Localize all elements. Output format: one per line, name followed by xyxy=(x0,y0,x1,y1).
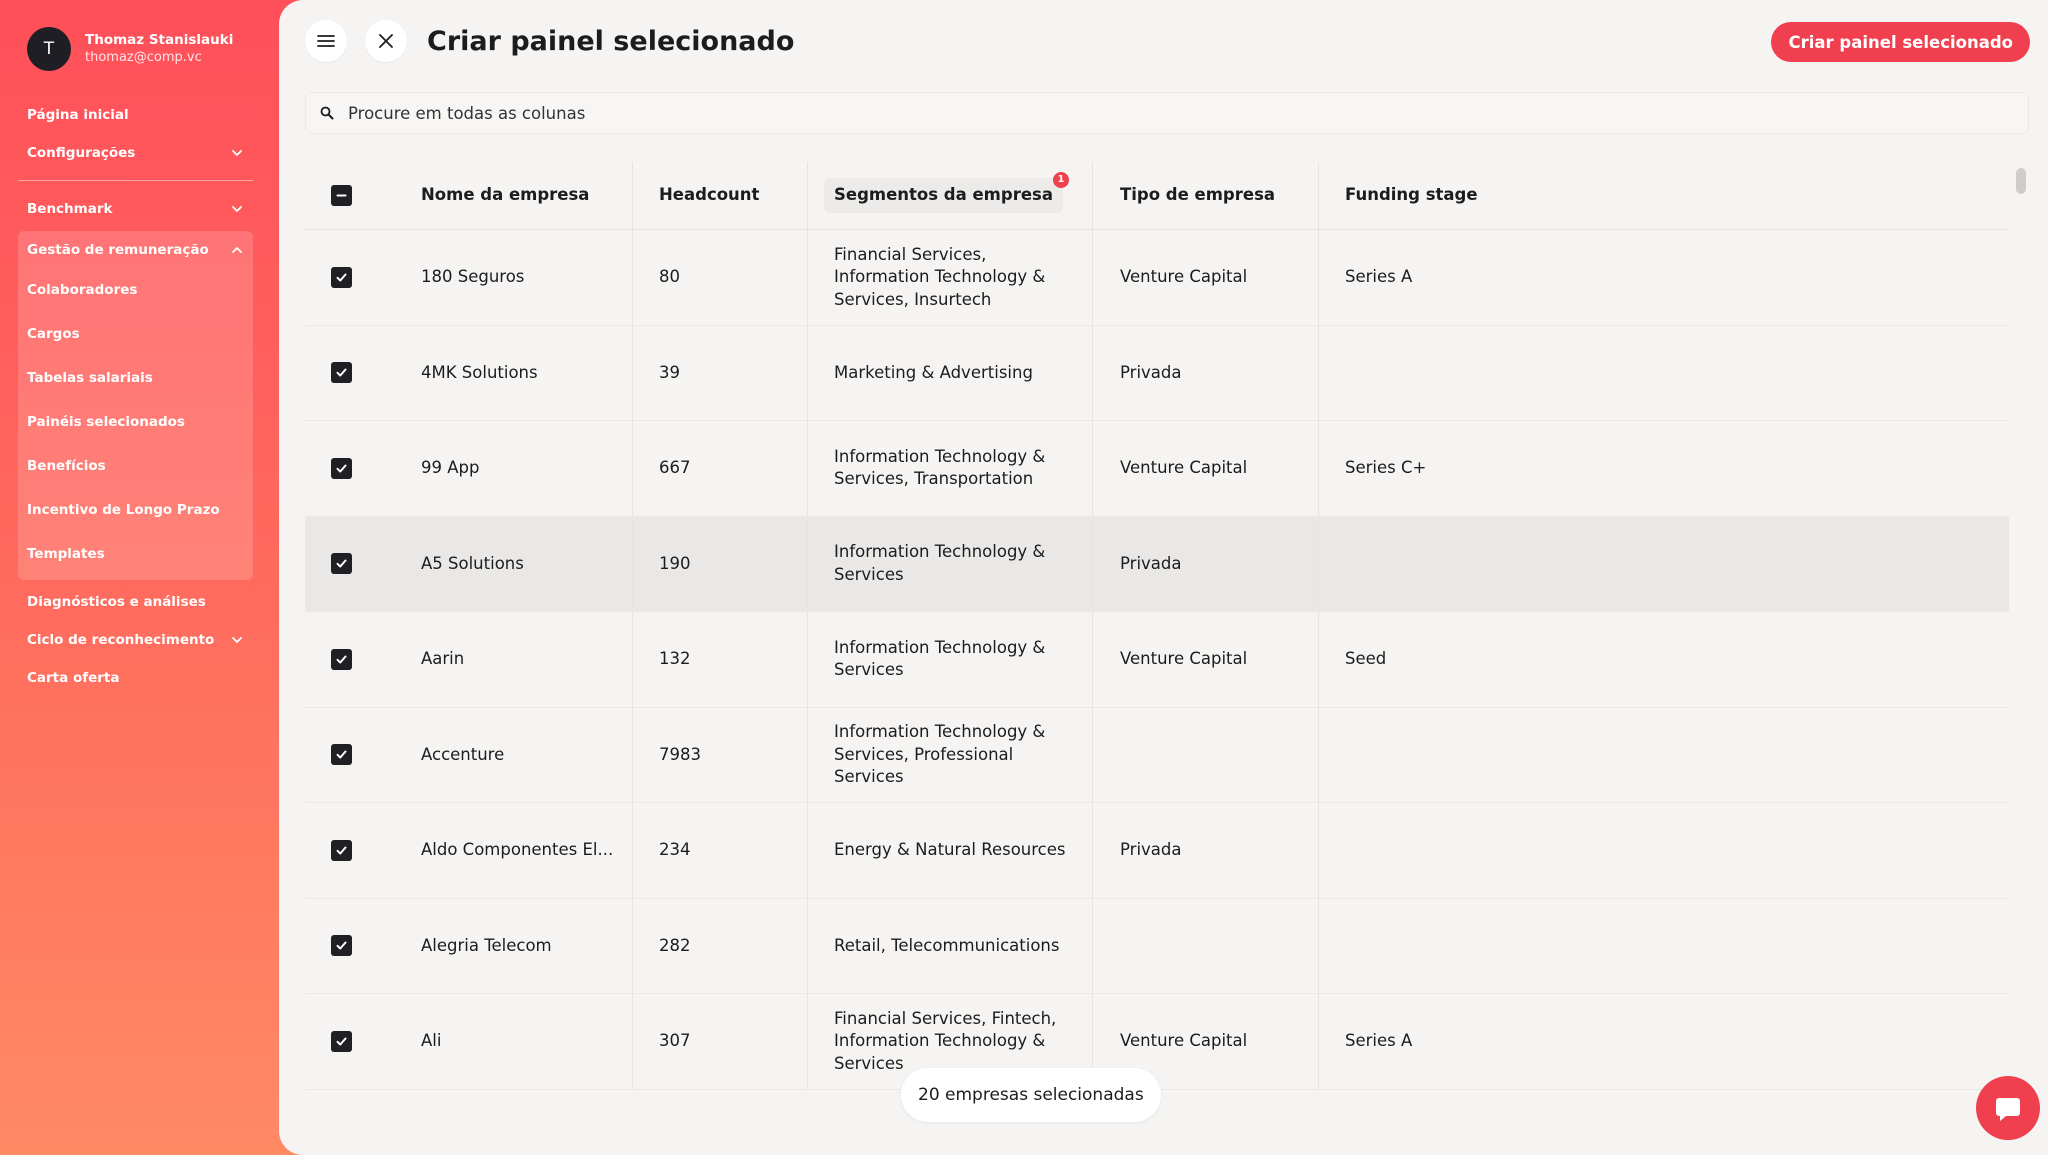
segments-cell: Information Technology & Services, Transportation xyxy=(834,446,1046,489)
row-checkbox[interactable] xyxy=(331,840,352,861)
company-type-cell: Venture Capital xyxy=(1120,1031,1248,1050)
funding-stage-cell: Series C+ xyxy=(1345,458,1427,477)
company-type-cell: Venture Capital xyxy=(1120,649,1248,668)
segments-cell: Information Technology & Services, Professional Services xyxy=(834,722,1046,786)
headcount-cell: 132 xyxy=(659,649,691,668)
user-profile[interactable] xyxy=(27,27,233,71)
company-type-cell xyxy=(1120,708,1320,803)
row-checkbox[interactable] xyxy=(331,649,352,670)
chevron-down-icon xyxy=(230,146,244,160)
headcount-cell: 282 xyxy=(659,935,691,955)
menu-icon xyxy=(316,31,336,51)
funding-stage-cell xyxy=(1345,708,1605,803)
funding-stage-cell xyxy=(1345,899,1605,994)
sidebar-item-salary-tables[interactable]: Tabelas salariais xyxy=(27,370,153,386)
search-bar[interactable] xyxy=(305,92,2029,134)
sidebar-item-label: Ciclo de reconhecimento xyxy=(27,632,215,648)
check-icon xyxy=(335,557,348,570)
headcount-cell: 234 xyxy=(659,840,691,859)
segments-cell: Retail, Telecommunications xyxy=(834,935,1060,955)
segments-cell: Financial Services, Fintech, Information Technology & Services xyxy=(834,1008,1057,1073)
check-icon xyxy=(335,462,348,475)
column-header-funding[interactable]: Funding stage xyxy=(1345,185,1478,205)
column-header-name[interactable]: Nome da empresa xyxy=(421,185,590,205)
chevron-down-icon xyxy=(230,202,244,216)
table-row[interactable] xyxy=(305,612,2009,708)
headcount-cell: 667 xyxy=(659,458,691,477)
row-checkbox[interactable] xyxy=(331,744,352,765)
sidebar-item-benchmark[interactable] xyxy=(18,190,253,228)
segments-cell: Information Technology & Services xyxy=(834,542,1046,584)
company-type-cell: Venture Capital xyxy=(1120,458,1248,477)
sidebar-item-home[interactable] xyxy=(18,96,253,134)
close-icon xyxy=(377,32,395,50)
funding-stage-cell xyxy=(1345,517,1605,612)
funding-stage-cell xyxy=(1345,803,1605,898)
sidebar-item-offer-letter[interactable] xyxy=(18,659,253,697)
divider xyxy=(18,180,253,181)
search-input[interactable]: Procure em todas as colunas xyxy=(348,103,586,123)
segments-cell: Financial Services, Information Technology & Services, Insurtech xyxy=(834,244,1046,309)
row-checkbox[interactable] xyxy=(331,1031,352,1052)
sidebar-item-employees[interactable]: Colaboradores xyxy=(27,282,138,298)
company-type-cell: Privada xyxy=(1120,553,1182,573)
search-icon xyxy=(320,106,334,120)
company-name-cell: 180 Seguros xyxy=(421,267,525,286)
sidebar-item-settings[interactable] xyxy=(18,134,253,172)
sidebar-item-recognition-cycle[interactable] xyxy=(18,621,253,659)
table-row[interactable] xyxy=(305,899,2009,995)
chat-button[interactable] xyxy=(1976,1076,2040,1140)
row-checkbox[interactable] xyxy=(331,935,352,956)
sidebar-item-label: Gestão de remuneração xyxy=(27,241,209,258)
sidebar-item-label: Carta oferta xyxy=(27,670,120,686)
companies-table xyxy=(305,162,2009,1090)
row-checkbox[interactable] xyxy=(331,553,352,574)
minus-icon xyxy=(335,189,348,202)
sidebar-item-label: Benchmark xyxy=(27,201,113,217)
sidebar-group-compensation xyxy=(18,231,253,580)
chat-icon xyxy=(1993,1093,2023,1123)
menu-button[interactable] xyxy=(305,20,347,62)
user-name: Thomaz Stanislauki xyxy=(85,32,234,48)
filter-count-badge: 1 xyxy=(1053,172,1069,188)
segments-cell: Marketing & Advertising xyxy=(834,362,1033,382)
chevron-down-icon xyxy=(230,633,244,647)
check-icon xyxy=(335,366,348,379)
headcount-cell: 190 xyxy=(659,553,691,573)
company-type-cell xyxy=(1120,899,1320,994)
check-icon xyxy=(335,844,348,857)
table-header xyxy=(305,162,2009,230)
avatar[interactable]: T xyxy=(27,27,71,71)
user-email: thomaz@comp.vc xyxy=(85,50,202,65)
sidebar-item-roles[interactable]: Cargos xyxy=(27,326,80,342)
sidebar xyxy=(0,0,279,1155)
headcount-cell: 7983 xyxy=(659,744,701,764)
topbar xyxy=(305,20,794,62)
headcount-cell: 80 xyxy=(659,267,680,286)
check-icon xyxy=(335,271,348,284)
table-row[interactable] xyxy=(305,708,2009,804)
funding-stage-cell: Seed xyxy=(1345,649,1387,668)
company-name-cell: Alegria Telecom xyxy=(421,935,552,955)
main-panel xyxy=(279,0,2048,1155)
sidebar-item-label: Diagnósticos e análises xyxy=(27,594,206,610)
sidebar-item-compensation[interactable] xyxy=(18,231,253,268)
sidebar-item-templates[interactable]: Templates xyxy=(27,546,105,562)
company-name-cell: Aarin xyxy=(421,649,465,668)
check-icon xyxy=(335,748,348,761)
table-row[interactable] xyxy=(305,994,2009,1090)
company-type-cell: Venture Capital xyxy=(1120,267,1248,286)
funding-stage-cell xyxy=(1345,326,1605,421)
column-header-label: Segmentos da empresa xyxy=(834,185,1053,205)
sidebar-item-long-term-incentive[interactable]: Incentivo de Longo Prazo xyxy=(27,502,220,518)
table-row[interactable] xyxy=(305,230,2009,326)
sidebar-item-diagnostics[interactable] xyxy=(18,583,253,621)
company-name-cell: Ali xyxy=(421,1031,442,1050)
close-button[interactable] xyxy=(365,20,407,62)
table-row[interactable] xyxy=(305,326,2009,422)
company-name-cell: 4MK Solutions xyxy=(421,362,538,382)
check-icon xyxy=(335,939,348,952)
scrollbar-thumb[interactable] xyxy=(2016,168,2026,194)
create-panel-button[interactable]: Criar painel selecionado xyxy=(1771,22,2030,62)
check-icon xyxy=(335,653,348,666)
company-type-cell: Privada xyxy=(1120,840,1182,859)
table-row[interactable] xyxy=(305,803,2009,899)
funding-stage-cell: Series A xyxy=(1345,1031,1413,1050)
column-header-type[interactable]: Tipo de empresa xyxy=(1120,185,1276,205)
headcount-cell: 39 xyxy=(659,362,680,382)
company-name-cell: A5 Solutions xyxy=(421,553,524,573)
selected-count-pill: 20 empresas selecionadas xyxy=(901,1068,1161,1122)
sidebar-nav xyxy=(18,96,253,697)
company-name-cell: Aldo Componentes El... xyxy=(421,840,614,859)
headcount-cell: 307 xyxy=(659,1031,691,1050)
row-checkbox[interactable] xyxy=(331,458,352,479)
column-header-segments[interactable] xyxy=(834,162,1074,229)
sidebar-item-label: Configurações xyxy=(27,145,136,161)
table-row[interactable] xyxy=(305,517,2009,613)
sidebar-item-label: Página inicial xyxy=(27,107,129,123)
row-checkbox[interactable] xyxy=(331,267,352,288)
chevron-up-icon xyxy=(230,243,244,257)
company-name-cell: 99 App xyxy=(421,458,480,477)
funding-stage-cell: Series A xyxy=(1345,267,1413,286)
company-type-cell: Privada xyxy=(1120,362,1182,382)
select-all-checkbox[interactable] xyxy=(331,185,352,206)
table-row[interactable] xyxy=(305,421,2009,517)
segments-cell: Energy & Natural Resources xyxy=(834,840,1066,859)
sidebar-item-selected-panels[interactable]: Painéis selecionados xyxy=(27,414,185,430)
company-name-cell: Accenture xyxy=(421,744,505,764)
row-checkbox[interactable] xyxy=(331,362,352,383)
column-header-headcount[interactable]: Headcount xyxy=(659,185,760,205)
sidebar-item-benefits[interactable]: Benefícios xyxy=(27,458,106,474)
check-icon xyxy=(335,1035,348,1048)
page-title: Criar painel selecionado xyxy=(427,25,795,57)
segments-cell: Information Technology & Services xyxy=(834,637,1046,680)
